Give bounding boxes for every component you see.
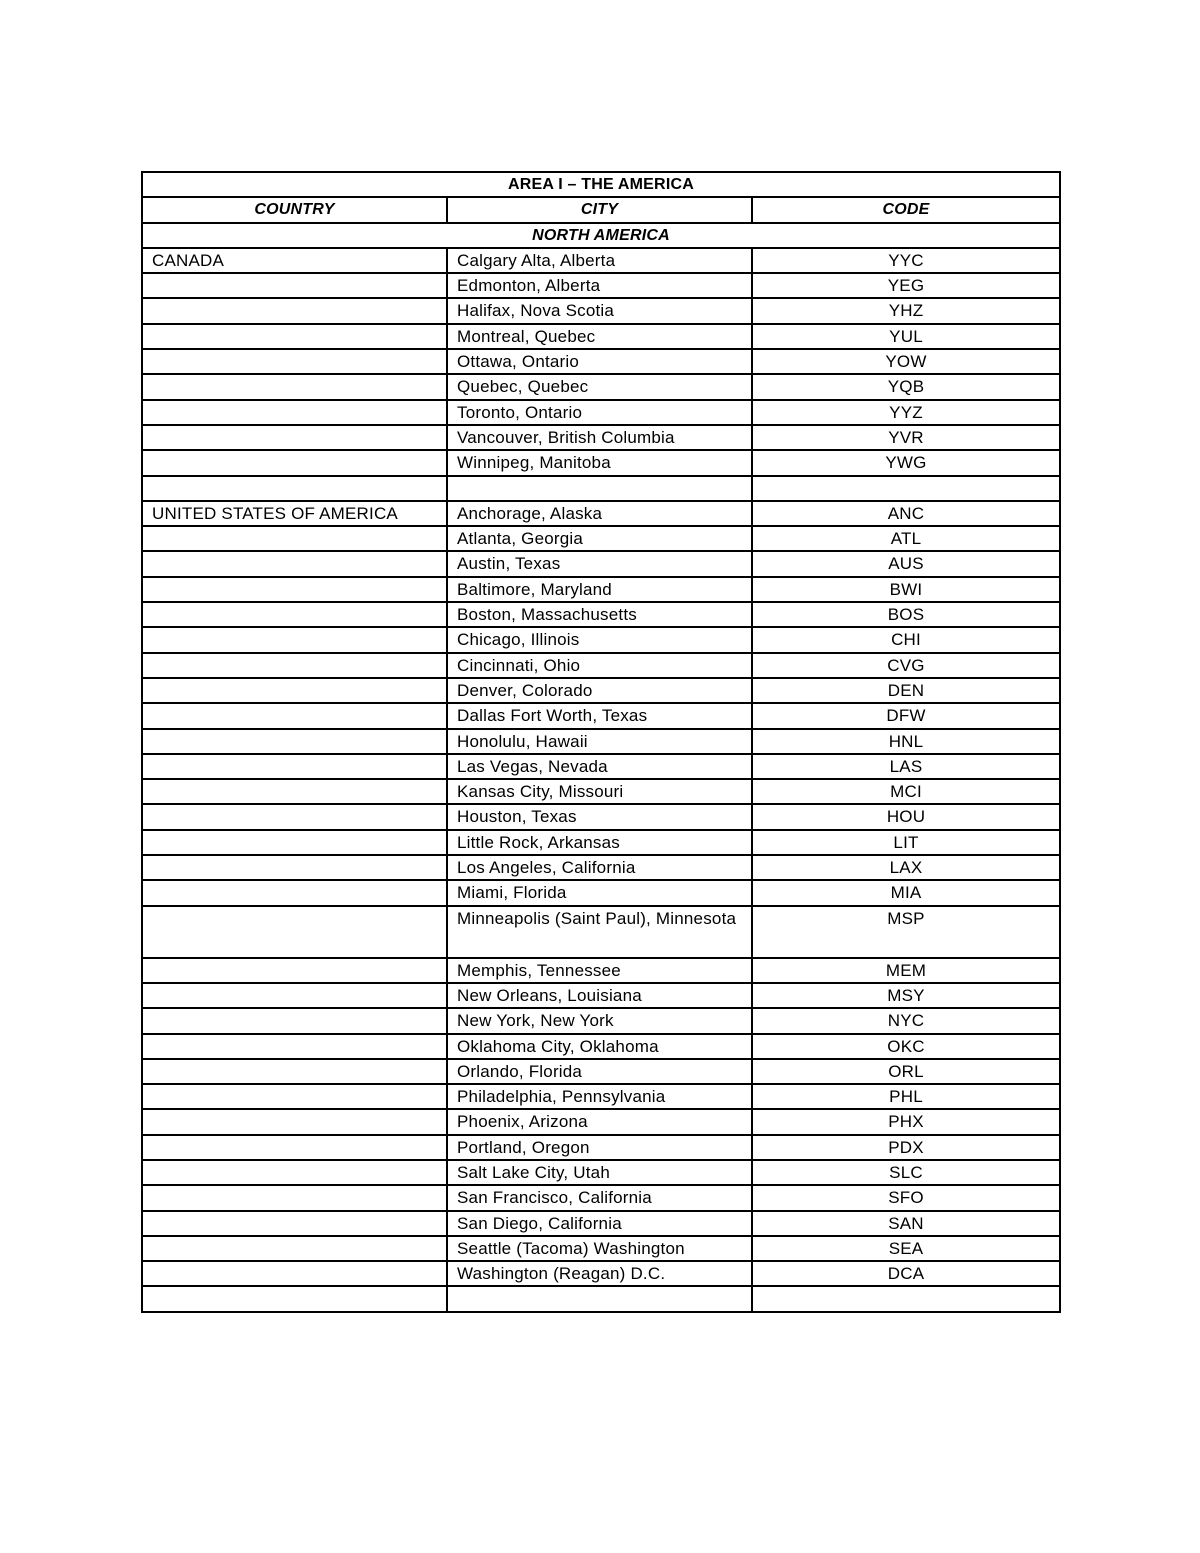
country-cell	[142, 349, 447, 374]
city-cell: Salt Lake City, Utah	[447, 1160, 752, 1185]
code-cell	[752, 476, 1060, 501]
city-cell: Calgary Alta, Alberta	[447, 248, 752, 273]
city-cell: Denver, Colorado	[447, 678, 752, 703]
table-row	[142, 729, 1060, 754]
city-cell: Seattle (Tacoma) Washington	[447, 1236, 752, 1261]
city-cell: Quebec, Quebec	[447, 374, 752, 399]
code-cell: MSP	[752, 906, 1060, 958]
region-heading: NORTH AMERICA	[142, 223, 1060, 248]
table-row	[142, 880, 1060, 905]
city-cell: San Diego, California	[447, 1211, 752, 1236]
table-row	[142, 349, 1060, 374]
code-cell: AUS	[752, 551, 1060, 576]
country-cell	[142, 653, 447, 678]
code-cell: SAN	[752, 1211, 1060, 1236]
country-cell	[142, 298, 447, 323]
city-cell: New Orleans, Louisiana	[447, 983, 752, 1008]
header-row	[142, 197, 1060, 222]
city-cell: Miami, Florida	[447, 880, 752, 905]
city-cell: Phoenix, Arizona	[447, 1109, 752, 1134]
country-cell	[142, 476, 447, 501]
city-cell: Kansas City, Missouri	[447, 779, 752, 804]
country-cell	[142, 551, 447, 576]
country-cell	[142, 678, 447, 703]
table-row	[142, 298, 1060, 323]
code-cell: YUL	[752, 324, 1060, 349]
country-cell	[142, 400, 447, 425]
table-row	[142, 324, 1060, 349]
city-cell: Las Vegas, Nevada	[447, 754, 752, 779]
table-row	[142, 1211, 1060, 1236]
country-cell	[142, 627, 447, 652]
table-row	[142, 958, 1060, 983]
code-cell: YEG	[752, 273, 1060, 298]
country-cell	[142, 703, 447, 728]
city-cell: Halifax, Nova Scotia	[447, 298, 752, 323]
header-country: COUNTRY	[142, 197, 447, 222]
table-row	[142, 1261, 1060, 1286]
code-cell: YOW	[752, 349, 1060, 374]
code-cell: YYZ	[752, 400, 1060, 425]
country-cell	[142, 958, 447, 983]
country-cell	[142, 425, 447, 450]
table-row	[142, 400, 1060, 425]
city-cell: Portland, Oregon	[447, 1135, 752, 1160]
country-cell	[142, 1261, 447, 1286]
table-body	[142, 172, 1060, 1312]
code-cell: HNL	[752, 729, 1060, 754]
city-cell: Orlando, Florida	[447, 1059, 752, 1084]
code-cell: MEM	[752, 958, 1060, 983]
code-cell: CVG	[752, 653, 1060, 678]
country-cell	[142, 1008, 447, 1033]
country-cell: UNITED STATES OF AMERICA	[142, 501, 447, 526]
table-row	[142, 1236, 1060, 1261]
table-row	[142, 476, 1060, 501]
airport-codes-table	[141, 171, 1061, 1313]
region-row	[142, 223, 1060, 248]
code-cell: HOU	[752, 804, 1060, 829]
city-cell: Washington (Reagan) D.C.	[447, 1261, 752, 1286]
country-cell	[142, 880, 447, 905]
code-cell: DFW	[752, 703, 1060, 728]
table-title: AREA I – THE AMERICA	[142, 172, 1060, 197]
code-cell: SLC	[752, 1160, 1060, 1185]
code-cell: OKC	[752, 1034, 1060, 1059]
table-row	[142, 754, 1060, 779]
city-cell: Honolulu, Hawaii	[447, 729, 752, 754]
country-cell	[142, 1084, 447, 1109]
city-cell: Minneapolis (Saint Paul), Minnesota	[447, 906, 752, 958]
table-row	[142, 678, 1060, 703]
code-cell: YYC	[752, 248, 1060, 273]
city-cell: San Francisco, California	[447, 1185, 752, 1210]
country-cell	[142, 983, 447, 1008]
code-cell: DEN	[752, 678, 1060, 703]
header-code: CODE	[752, 197, 1060, 222]
code-cell: ORL	[752, 1059, 1060, 1084]
code-cell: LAX	[752, 855, 1060, 880]
table-row	[142, 551, 1060, 576]
table-row	[142, 425, 1060, 450]
code-cell: ATL	[752, 526, 1060, 551]
code-cell: MIA	[752, 880, 1060, 905]
city-cell: Atlanta, Georgia	[447, 526, 752, 551]
table-row	[142, 577, 1060, 602]
country-cell	[142, 273, 447, 298]
table-row	[142, 779, 1060, 804]
city-cell: Toronto, Ontario	[447, 400, 752, 425]
table-row	[142, 1160, 1060, 1185]
city-cell: Anchorage, Alaska	[447, 501, 752, 526]
table-row	[142, 830, 1060, 855]
city-cell: New York, New York	[447, 1008, 752, 1033]
city-cell: Vancouver, British Columbia	[447, 425, 752, 450]
table-row	[142, 273, 1060, 298]
country-cell	[142, 1160, 447, 1185]
table-row	[142, 1059, 1060, 1084]
code-cell: YWG	[752, 450, 1060, 475]
city-cell: Ottawa, Ontario	[447, 349, 752, 374]
code-cell: YQB	[752, 374, 1060, 399]
country-cell	[142, 526, 447, 551]
table-row	[142, 855, 1060, 880]
code-cell: SFO	[752, 1185, 1060, 1210]
code-cell: PHL	[752, 1084, 1060, 1109]
country-cell	[142, 1034, 447, 1059]
city-cell: Memphis, Tennessee	[447, 958, 752, 983]
table-row	[142, 1135, 1060, 1160]
table-row	[142, 1034, 1060, 1059]
code-cell: MSY	[752, 983, 1060, 1008]
code-cell: ANC	[752, 501, 1060, 526]
code-cell: BOS	[752, 602, 1060, 627]
country-cell	[142, 1236, 447, 1261]
table-row	[142, 906, 1060, 958]
city-cell	[447, 1286, 752, 1311]
code-cell: SEA	[752, 1236, 1060, 1261]
country-cell	[142, 577, 447, 602]
table-row	[142, 526, 1060, 551]
country-cell	[142, 830, 447, 855]
city-cell: Chicago, Illinois	[447, 627, 752, 652]
country-cell	[142, 855, 447, 880]
city-cell: Baltimore, Maryland	[447, 577, 752, 602]
header-city: CITY	[447, 197, 752, 222]
city-cell: Dallas Fort Worth, Texas	[447, 703, 752, 728]
city-cell: Edmonton, Alberta	[447, 273, 752, 298]
city-cell: Austin, Texas	[447, 551, 752, 576]
table-row	[142, 804, 1060, 829]
city-cell: Cincinnati, Ohio	[447, 653, 752, 678]
city-cell: Philadelphia, Pennsylvania	[447, 1084, 752, 1109]
country-cell	[142, 1211, 447, 1236]
code-cell: YVR	[752, 425, 1060, 450]
table-row	[142, 1084, 1060, 1109]
country-cell	[142, 374, 447, 399]
table-row	[142, 450, 1060, 475]
code-cell: NYC	[752, 1008, 1060, 1033]
country-cell	[142, 1135, 447, 1160]
city-cell: Montreal, Quebec	[447, 324, 752, 349]
country-cell: CANADA	[142, 248, 447, 273]
country-cell	[142, 729, 447, 754]
country-cell	[142, 754, 447, 779]
country-cell	[142, 450, 447, 475]
country-cell	[142, 602, 447, 627]
city-cell	[447, 476, 752, 501]
code-cell: PDX	[752, 1135, 1060, 1160]
code-cell: LAS	[752, 754, 1060, 779]
table-row	[142, 1109, 1060, 1134]
title-row	[142, 172, 1060, 197]
city-cell: Oklahoma City, Oklahoma	[447, 1034, 752, 1059]
table-row	[142, 248, 1060, 273]
city-cell: Los Angeles, California	[447, 855, 752, 880]
country-cell	[142, 1286, 447, 1311]
city-cell: Boston, Massachusetts	[447, 602, 752, 627]
country-cell	[142, 324, 447, 349]
code-cell	[752, 1286, 1060, 1311]
table-row	[142, 374, 1060, 399]
code-cell: PHX	[752, 1109, 1060, 1134]
table-row	[142, 1185, 1060, 1210]
country-cell	[142, 906, 447, 958]
code-cell: YHZ	[752, 298, 1060, 323]
country-cell	[142, 1059, 447, 1084]
table-row	[142, 983, 1060, 1008]
country-cell	[142, 1109, 447, 1134]
city-cell: Winnipeg, Manitoba	[447, 450, 752, 475]
code-cell: CHI	[752, 627, 1060, 652]
city-cell: Houston, Texas	[447, 804, 752, 829]
table-row	[142, 501, 1060, 526]
table-row	[142, 653, 1060, 678]
country-cell	[142, 779, 447, 804]
table-row	[142, 602, 1060, 627]
table-row	[142, 1286, 1060, 1311]
code-cell: LIT	[752, 830, 1060, 855]
code-cell: MCI	[752, 779, 1060, 804]
code-cell: BWI	[752, 577, 1060, 602]
table-row	[142, 1008, 1060, 1033]
country-cell	[142, 1185, 447, 1210]
country-cell	[142, 804, 447, 829]
table-row	[142, 703, 1060, 728]
code-cell: DCA	[752, 1261, 1060, 1286]
city-cell: Little Rock, Arkansas	[447, 830, 752, 855]
table-row	[142, 627, 1060, 652]
